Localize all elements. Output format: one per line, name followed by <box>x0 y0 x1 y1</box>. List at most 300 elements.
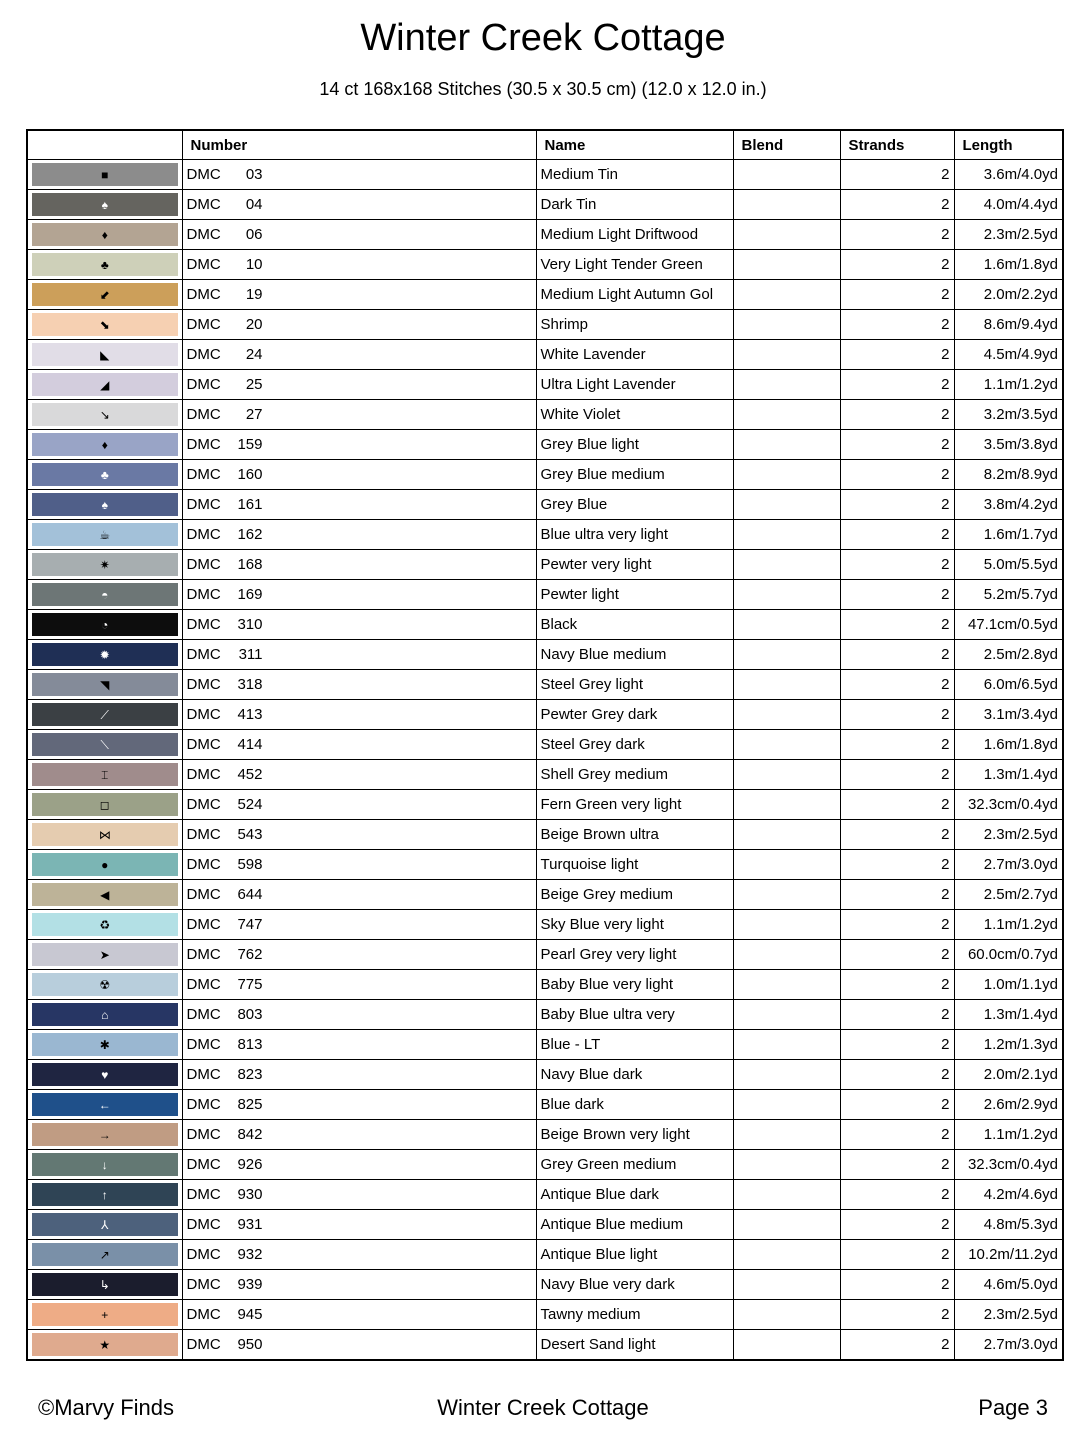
floss-name: Navy Blue dark <box>536 1060 733 1090</box>
stitch-symbol-icon: ← <box>98 1097 111 1112</box>
floss-strands: 2 <box>840 1090 954 1120</box>
table-row <box>27 430 1063 460</box>
color-swatch-cell <box>27 1060 182 1090</box>
floss-brand: DMC <box>186 346 221 363</box>
floss-brand: DMC <box>186 1276 221 1293</box>
floss-name: Blue dark <box>536 1090 733 1120</box>
floss-blend <box>733 1090 840 1120</box>
floss-blend <box>733 790 840 820</box>
floss-code: 24 <box>245 346 263 363</box>
floss-blend <box>733 1060 840 1090</box>
floss-blend <box>733 970 840 1000</box>
stitch-symbol-icon: ↑ <box>101 1187 108 1202</box>
floss-brand: DMC <box>186 286 221 303</box>
floss-length: 2.0m/2.2yd <box>954 280 1063 310</box>
floss-length: 1.1m/1.2yd <box>954 370 1063 400</box>
stitch-symbol-icon: ⋈ <box>98 827 111 842</box>
floss-name: Sky Blue very light <box>536 910 733 940</box>
floss-number <box>182 1060 536 1090</box>
floss-brand: DMC <box>186 946 221 963</box>
floss-number <box>182 790 536 820</box>
floss-brand: DMC <box>186 646 221 663</box>
floss-code: 598 <box>237 856 263 873</box>
floss-strands: 2 <box>840 1150 954 1180</box>
stitch-symbol-icon: ⌂ <box>101 1007 109 1022</box>
color-swatch-cell <box>27 1000 182 1030</box>
floss-strands: 2 <box>840 970 954 1000</box>
floss-length: 2.5m/2.8yd <box>954 640 1063 670</box>
floss-brand: DMC <box>186 826 221 843</box>
floss-strands: 2 <box>840 760 954 790</box>
floss-number <box>182 1000 536 1030</box>
floss-strands: 2 <box>840 490 954 520</box>
floss-code: 950 <box>237 1336 263 1353</box>
floss-blend <box>733 670 840 700</box>
floss-name: Dark Tin <box>536 190 733 220</box>
floss-code: 803 <box>237 1006 263 1023</box>
floss-number <box>182 550 536 580</box>
color-swatch-cell <box>27 520 182 550</box>
color-swatch <box>32 613 178 636</box>
floss-name: Pewter light <box>536 580 733 610</box>
color-swatch <box>32 943 178 966</box>
floss-number <box>182 970 536 1000</box>
floss-brand: DMC <box>186 316 221 333</box>
floss-strands: 2 <box>840 880 954 910</box>
color-swatch <box>32 523 178 546</box>
color-swatch-cell <box>27 220 182 250</box>
stitch-symbol-icon: ◀ <box>100 887 110 902</box>
color-swatch <box>32 1063 178 1086</box>
color-swatch-cell <box>27 1300 182 1330</box>
floss-code: 27 <box>245 406 263 423</box>
floss-blend <box>733 430 840 460</box>
floss-number <box>182 220 536 250</box>
table-row <box>27 310 1063 340</box>
color-swatch <box>32 733 178 756</box>
floss-code: 543 <box>237 826 263 843</box>
floss-blend <box>733 1300 840 1330</box>
color-swatch-cell <box>27 880 182 910</box>
table-row <box>27 670 1063 700</box>
floss-blend <box>733 1270 840 1300</box>
color-swatch <box>32 1333 178 1356</box>
floss-code: 19 <box>245 286 263 303</box>
floss-number <box>182 1210 536 1240</box>
table-row <box>27 340 1063 370</box>
floss-name: Blue ultra very light <box>536 520 733 550</box>
floss-name: Steel Grey light <box>536 670 733 700</box>
table-row <box>27 1240 1063 1270</box>
table-row <box>27 760 1063 790</box>
color-swatch-cell <box>27 160 182 190</box>
floss-name: Turquoise light <box>536 850 733 880</box>
floss-number <box>182 370 536 400</box>
floss-blend <box>733 490 840 520</box>
floss-code: 945 <box>237 1306 263 1323</box>
floss-number <box>182 460 536 490</box>
color-swatch-cell <box>27 1150 182 1180</box>
table-row <box>27 220 1063 250</box>
floss-strands: 2 <box>840 340 954 370</box>
table-row <box>27 400 1063 430</box>
header-name: Name <box>536 130 733 160</box>
table-row <box>27 280 1063 310</box>
color-swatch <box>32 853 178 876</box>
floss-number <box>182 310 536 340</box>
floss-strands: 2 <box>840 1300 954 1330</box>
table-row <box>27 700 1063 730</box>
floss-brand: DMC <box>186 676 221 693</box>
floss-code: 414 <box>237 736 263 753</box>
floss-number <box>182 1330 536 1361</box>
color-swatch <box>32 913 178 936</box>
floss-brand: DMC <box>186 976 221 993</box>
floss-code: 932 <box>237 1246 263 1263</box>
floss-length: 3.6m/4.0yd <box>954 160 1063 190</box>
table-row <box>27 370 1063 400</box>
color-swatch <box>32 673 178 696</box>
floss-length: 3.2m/3.5yd <box>954 400 1063 430</box>
floss-code: 03 <box>245 166 263 183</box>
floss-number <box>182 640 536 670</box>
floss-table-body <box>27 160 1063 1361</box>
floss-brand: DMC <box>186 1216 221 1233</box>
floss-code: 162 <box>237 526 263 543</box>
stitch-symbol-icon: ✷ <box>99 557 110 572</box>
color-swatch-cell <box>27 1240 182 1270</box>
floss-blend <box>733 550 840 580</box>
floss-blend <box>733 280 840 310</box>
floss-code: 823 <box>237 1066 263 1083</box>
floss-length: 2.7m/3.0yd <box>954 1330 1063 1361</box>
floss-strands: 2 <box>840 610 954 640</box>
floss-code: 10 <box>245 256 263 273</box>
floss-number <box>182 1030 536 1060</box>
floss-code: 413 <box>237 706 263 723</box>
floss-blend <box>733 730 840 760</box>
floss-number <box>182 190 536 220</box>
table-row <box>27 250 1063 280</box>
stitch-symbol-icon: ◓ <box>101 587 109 602</box>
floss-brand: DMC <box>186 1096 221 1113</box>
floss-brand: DMC <box>186 556 221 573</box>
floss-name: Grey Green medium <box>536 1150 733 1180</box>
header-number: Number <box>182 130 536 160</box>
stitch-symbol-icon: ● <box>101 857 109 872</box>
table-header-row <box>27 130 1063 160</box>
color-swatch-cell <box>27 640 182 670</box>
floss-number <box>182 610 536 640</box>
floss-length: 4.5m/4.9yd <box>954 340 1063 370</box>
floss-name: Baby Blue very light <box>536 970 733 1000</box>
floss-code: 310 <box>237 616 263 633</box>
floss-name: Grey Blue medium <box>536 460 733 490</box>
stitch-symbol-icon: ♦ <box>101 437 108 452</box>
color-swatch <box>32 1183 178 1206</box>
color-swatch-cell <box>27 400 182 430</box>
floss-length: 60.0cm/0.7yd <box>954 940 1063 970</box>
stitch-symbol-icon: ♣ <box>100 467 109 482</box>
floss-strands: 2 <box>840 940 954 970</box>
floss-brand: DMC <box>186 466 221 483</box>
floss-name: Antique Blue light <box>536 1240 733 1270</box>
floss-strands: 2 <box>840 850 954 880</box>
floss-brand: DMC <box>186 856 221 873</box>
color-swatch <box>32 403 178 426</box>
floss-blend <box>733 880 840 910</box>
floss-number <box>182 520 536 550</box>
stitch-symbol-icon: ↓ <box>101 1157 108 1172</box>
floss-strands: 2 <box>840 400 954 430</box>
color-swatch-cell <box>27 550 182 580</box>
floss-length: 32.3cm/0.4yd <box>954 790 1063 820</box>
stitch-symbol-icon: ⅄ <box>101 1217 109 1232</box>
floss-length: 1.6m/1.8yd <box>954 250 1063 280</box>
floss-length: 2.0m/2.1yd <box>954 1060 1063 1090</box>
floss-blend <box>733 1240 840 1270</box>
stitch-symbol-icon: → <box>98 1127 111 1142</box>
floss-code: 452 <box>237 766 263 783</box>
floss-length: 8.6m/9.4yd <box>954 310 1063 340</box>
floss-code: 762 <box>237 946 263 963</box>
page-title: Winter Creek Cottage <box>360 17 726 59</box>
floss-length: 32.3cm/0.4yd <box>954 1150 1063 1180</box>
floss-strands: 2 <box>840 1270 954 1300</box>
floss-number <box>182 850 536 880</box>
color-swatch-cell <box>27 460 182 490</box>
stitch-symbol-icon: ➤ <box>99 947 110 962</box>
floss-number <box>182 340 536 370</box>
color-swatch <box>32 553 178 576</box>
floss-blend <box>733 1330 840 1361</box>
table-row <box>27 490 1063 520</box>
floss-strands: 2 <box>840 1330 954 1361</box>
floss-strands: 2 <box>840 280 954 310</box>
floss-brand: DMC <box>186 1156 221 1173</box>
floss-length: 1.1m/1.2yd <box>954 910 1063 940</box>
floss-blend <box>733 1180 840 1210</box>
color-swatch <box>32 1093 178 1116</box>
floss-strands: 2 <box>840 1000 954 1030</box>
floss-blend <box>733 640 840 670</box>
floss-code: 169 <box>237 586 263 603</box>
color-swatch-cell <box>27 370 182 400</box>
stitch-symbol-icon: ★ <box>99 1337 111 1352</box>
color-swatch-cell <box>27 790 182 820</box>
stitch-symbol-icon: + <box>101 1307 109 1322</box>
floss-strands: 2 <box>840 1210 954 1240</box>
floss-strands: 2 <box>840 910 954 940</box>
table-row <box>27 790 1063 820</box>
stitch-symbol-icon: ◢ <box>100 377 110 392</box>
color-swatch <box>32 493 178 516</box>
color-swatch <box>32 223 178 246</box>
stitch-symbol-icon: ↳ <box>99 1277 110 1292</box>
floss-blend <box>733 1000 840 1030</box>
floss-code: 20 <box>245 316 263 333</box>
floss-number <box>182 250 536 280</box>
floss-name: Ultra Light Lavender <box>536 370 733 400</box>
floss-blend <box>733 760 840 790</box>
floss-length: 4.2m/4.6yd <box>954 1180 1063 1210</box>
color-swatch-cell <box>27 1330 182 1361</box>
footer-title: Winter Creek Cottage <box>437 1395 649 1420</box>
table-row <box>27 1150 1063 1180</box>
stitch-symbol-icon: ⬊ <box>99 317 110 332</box>
color-swatch <box>32 643 178 666</box>
floss-brand: DMC <box>186 226 221 243</box>
floss-name: Medium Tin <box>536 160 733 190</box>
floss-length: 5.2m/5.7yd <box>954 580 1063 610</box>
color-swatch <box>32 313 178 336</box>
color-swatch-cell <box>27 580 182 610</box>
color-swatch-cell <box>27 1120 182 1150</box>
floss-length: 8.2m/8.9yd <box>954 460 1063 490</box>
floss-name: Antique Blue dark <box>536 1180 733 1210</box>
color-swatch-cell <box>27 250 182 280</box>
floss-brand: DMC <box>186 706 221 723</box>
floss-blend <box>733 400 840 430</box>
floss-name: Shell Grey medium <box>536 760 733 790</box>
stitch-symbol-icon: ◔ <box>101 617 109 632</box>
floss-code: 524 <box>237 796 263 813</box>
floss-name: Fern Green very light <box>536 790 733 820</box>
color-swatch-cell <box>27 910 182 940</box>
color-swatch-cell <box>27 1210 182 1240</box>
floss-code: 160 <box>237 466 263 483</box>
table-row <box>27 1270 1063 1300</box>
floss-length: 4.0m/4.4yd <box>954 190 1063 220</box>
color-swatch <box>32 433 178 456</box>
floss-brand: DMC <box>186 196 221 213</box>
color-swatch-cell <box>27 1090 182 1120</box>
color-swatch <box>32 883 178 906</box>
floss-table <box>26 129 1064 1361</box>
floss-blend <box>733 370 840 400</box>
color-swatch-cell <box>27 610 182 640</box>
floss-blend <box>733 1030 840 1060</box>
floss-code: 644 <box>237 886 263 903</box>
stitch-symbol-icon: ◻ <box>99 797 110 812</box>
floss-blend <box>733 850 840 880</box>
floss-brand: DMC <box>186 736 221 753</box>
floss-number <box>182 940 536 970</box>
floss-name: Medium Light Driftwood <box>536 220 733 250</box>
floss-name: Tawny medium <box>536 1300 733 1330</box>
floss-blend <box>733 190 840 220</box>
floss-strands: 2 <box>840 430 954 460</box>
floss-code: 813 <box>237 1036 263 1053</box>
table-row <box>27 1120 1063 1150</box>
floss-number <box>182 880 536 910</box>
floss-strands: 2 <box>840 1120 954 1150</box>
floss-strands: 2 <box>840 1060 954 1090</box>
color-swatch <box>32 283 178 306</box>
floss-name: Grey Blue <box>536 490 733 520</box>
floss-strands: 2 <box>840 370 954 400</box>
floss-length: 2.5m/2.7yd <box>954 880 1063 910</box>
floss-length: 1.1m/1.2yd <box>954 1120 1063 1150</box>
floss-name: Pearl Grey very light <box>536 940 733 970</box>
table-row <box>27 580 1063 610</box>
floss-code: 931 <box>237 1216 263 1233</box>
floss-length: 1.2m/1.3yd <box>954 1030 1063 1060</box>
floss-blend <box>733 1210 840 1240</box>
floss-name: Blue - LT <box>536 1030 733 1060</box>
stitch-symbol-icon: ♠ <box>101 497 108 512</box>
floss-length: 2.7m/3.0yd <box>954 850 1063 880</box>
floss-length: 3.5m/3.8yd <box>954 430 1063 460</box>
table-row <box>27 970 1063 1000</box>
floss-number <box>182 580 536 610</box>
floss-name: Very Light Tender Green <box>536 250 733 280</box>
floss-brand: DMC <box>186 1006 221 1023</box>
table-row <box>27 910 1063 940</box>
stitch-symbol-icon: ☢ <box>99 977 111 992</box>
stitch-symbol-icon: ♻ <box>99 917 111 932</box>
color-swatch <box>32 373 178 396</box>
table-row <box>27 1090 1063 1120</box>
floss-name: Pewter very light <box>536 550 733 580</box>
table-row <box>27 1300 1063 1330</box>
floss-brand: DMC <box>186 1186 221 1203</box>
floss-brand: DMC <box>186 436 221 453</box>
floss-length: 2.3m/2.5yd <box>954 820 1063 850</box>
floss-name: Medium Light Autumn Gol <box>536 280 733 310</box>
floss-length: 1.3m/1.4yd <box>954 760 1063 790</box>
color-swatch <box>32 343 178 366</box>
color-swatch-cell <box>27 730 182 760</box>
floss-strands: 2 <box>840 550 954 580</box>
floss-number <box>182 760 536 790</box>
stitch-symbol-icon: ⬋ <box>99 287 110 302</box>
floss-strands: 2 <box>840 640 954 670</box>
floss-length: 4.6m/5.0yd <box>954 1270 1063 1300</box>
floss-name: Antique Blue medium <box>536 1210 733 1240</box>
stitch-symbol-icon: ⟍ <box>100 737 109 752</box>
floss-name: White Lavender <box>536 340 733 370</box>
table-row <box>27 940 1063 970</box>
floss-brand: DMC <box>186 796 221 813</box>
floss-length: 2.3m/2.5yd <box>954 220 1063 250</box>
floss-brand: DMC <box>186 1036 221 1053</box>
color-swatch <box>32 193 178 216</box>
floss-number <box>182 1090 536 1120</box>
floss-length: 1.6m/1.8yd <box>954 730 1063 760</box>
stitch-symbol-icon: ↘ <box>99 407 110 422</box>
color-swatch <box>32 823 178 846</box>
floss-number <box>182 820 536 850</box>
floss-number <box>182 730 536 760</box>
floss-strands: 2 <box>840 730 954 760</box>
table-row <box>27 1030 1063 1060</box>
floss-brand: DMC <box>186 1336 221 1353</box>
table-row <box>27 1180 1063 1210</box>
floss-brand: DMC <box>186 166 221 183</box>
color-swatch <box>32 1213 178 1236</box>
floss-number <box>182 1150 536 1180</box>
floss-number <box>182 1180 536 1210</box>
table-row <box>27 460 1063 490</box>
floss-name: Grey Blue light <box>536 430 733 460</box>
color-swatch <box>32 793 178 816</box>
stitch-symbol-icon: ⟋ <box>100 707 109 722</box>
floss-length: 3.1m/3.4yd <box>954 700 1063 730</box>
floss-blend <box>733 250 840 280</box>
floss-name: Beige Brown very light <box>536 1120 733 1150</box>
table-row <box>27 1000 1063 1030</box>
